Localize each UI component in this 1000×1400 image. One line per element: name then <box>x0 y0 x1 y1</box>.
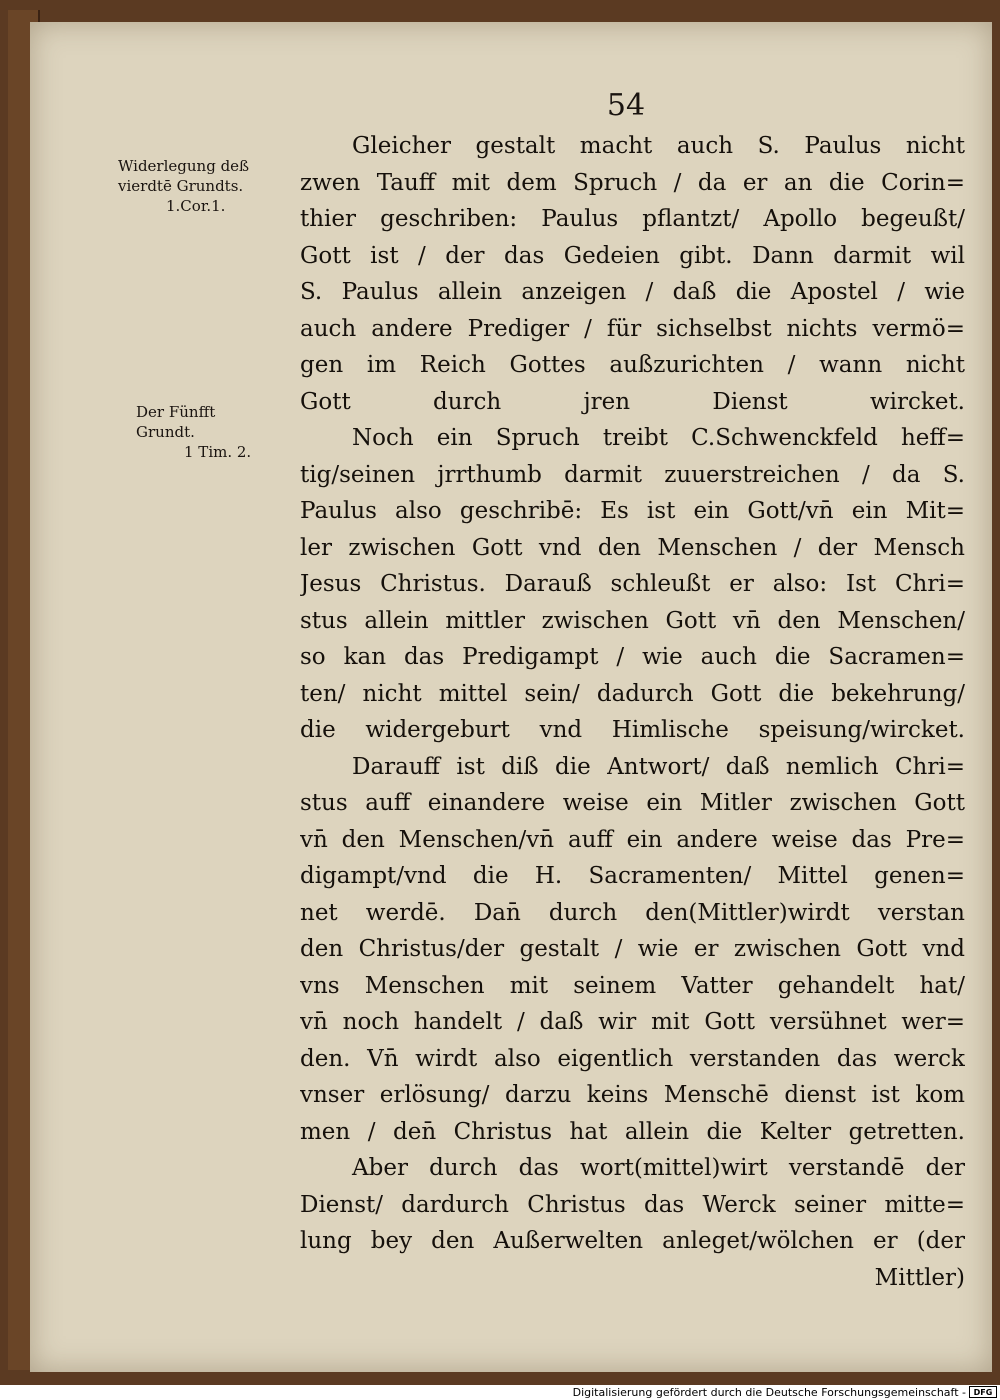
text-line: den. Vn̄ wirdt also eigentlich verstanden das werck <box>300 1045 965 1072</box>
text-line: Gott durch jren Dienst wircket. <box>300 388 965 415</box>
text-line: Dienst/ dardurch Christus das Werck seiner mitte= <box>300 1191 965 1218</box>
margin-note-reference: 1.Cor.1. <box>166 197 226 215</box>
text-line: thier geschriben: Paulus pflantzt/ Apollo begeußt/ <box>300 206 965 232</box>
text-line: S. Paulus allein anzeigen / daß die Apostel / wie <box>300 279 965 305</box>
text-line: men / den̄ Christus hat allein die Kelter getretten. <box>300 1118 965 1145</box>
text-line: vns Menschen mit seinem Vatter gehandelt hat/ <box>300 972 965 999</box>
text-line: vn̄ den Menschen/vn̄ auff ein andere weise das Pre= <box>300 826 965 853</box>
text-line: Gleicher gestalt macht auch S. Paulus nicht <box>352 133 965 159</box>
footer-credit: Digitalisierung gefördert durch die Deutsche Forschungsgemeinschaft - <box>572 1386 966 1399</box>
body-text-block <box>300 128 965 1296</box>
text-line: tig/seinen jrrthumb darmit zuuerstreichen / da S. <box>300 461 965 488</box>
text-line: den Christus/der gestalt / wie er zwischen Gott vnd <box>300 936 965 962</box>
margin-note-line: Der Fünfft <box>136 403 216 421</box>
text-line: lung bey den Außerwelten anleget/wölchen er (der <box>300 1228 965 1254</box>
text-line: Darauff ist diß die Antwort/ daß nemlich Chri= <box>352 753 965 780</box>
text-line: die widergeburt vnd Himlische speisung/wircket. <box>300 717 965 743</box>
text-line: stus allein mittler zwischen Gott vn̄ den Menschen/ <box>300 607 965 634</box>
margin-note-line: vierdtē Grundts. <box>118 177 244 195</box>
text-line: Paulus also geschribē: Es ist ein Gott/vn̄ ein Mit= <box>300 498 965 524</box>
text-line: Aber durch das wort(mittel)wirt verstandē der <box>352 1155 965 1181</box>
text-line: zwen Tauff mit dem Spruch / da er an die Corin= <box>300 169 965 196</box>
text-line: stus auff einandere weise ein Mitler zwischen Gott <box>300 790 965 816</box>
text-line: so kan das Predigampt / wie auch die Sacramen= <box>300 644 965 670</box>
margin-note-2 <box>136 402 251 462</box>
text-line: ten/ nicht mittel sein/ dadurch Gott die bekehrung/ <box>300 680 965 707</box>
text-line: Noch ein Spruch treibt C.Schwenckfeld heff= <box>352 425 965 451</box>
text-line: vn̄ noch handelt / daß wir mit Gott versühnet wer= <box>300 1009 965 1035</box>
margin-note-1 <box>118 156 249 216</box>
text-line: ler zwischen Gott vnd den Menschen / der Mensch <box>300 534 965 561</box>
text-line: gen im Reich Gottes außzurichten / wann nicht <box>300 352 965 378</box>
margin-note-line: Grundt. <box>136 423 195 441</box>
page-number: 54 <box>606 88 646 123</box>
text-line: net werdē. Dan̄ durch den(Mittler)wirdt verstan <box>300 899 965 926</box>
dfg-logo: DFG <box>969 1386 997 1398</box>
text-line: Gott ist / der das Gedeien gibt. Dann darmit wil <box>300 242 965 269</box>
text-line: Mittler) <box>874 1264 965 1291</box>
text-line: auch andere Prediger / für sichselbst nichts vermö= <box>300 315 965 342</box>
text-line: vnser erlösung/ darzu keins Menschē dienst ist kom <box>300 1082 965 1108</box>
text-line: Jesus Christus. Darauß schleußt er also: Ist Chri= <box>300 571 965 597</box>
margin-note-reference: 1 Tim. 2. <box>184 443 252 461</box>
margin-note-line: Widerlegung deß <box>118 157 250 175</box>
text-line: digampt/vnd die H. Sacramenten/ Mittel genen= <box>300 863 965 889</box>
